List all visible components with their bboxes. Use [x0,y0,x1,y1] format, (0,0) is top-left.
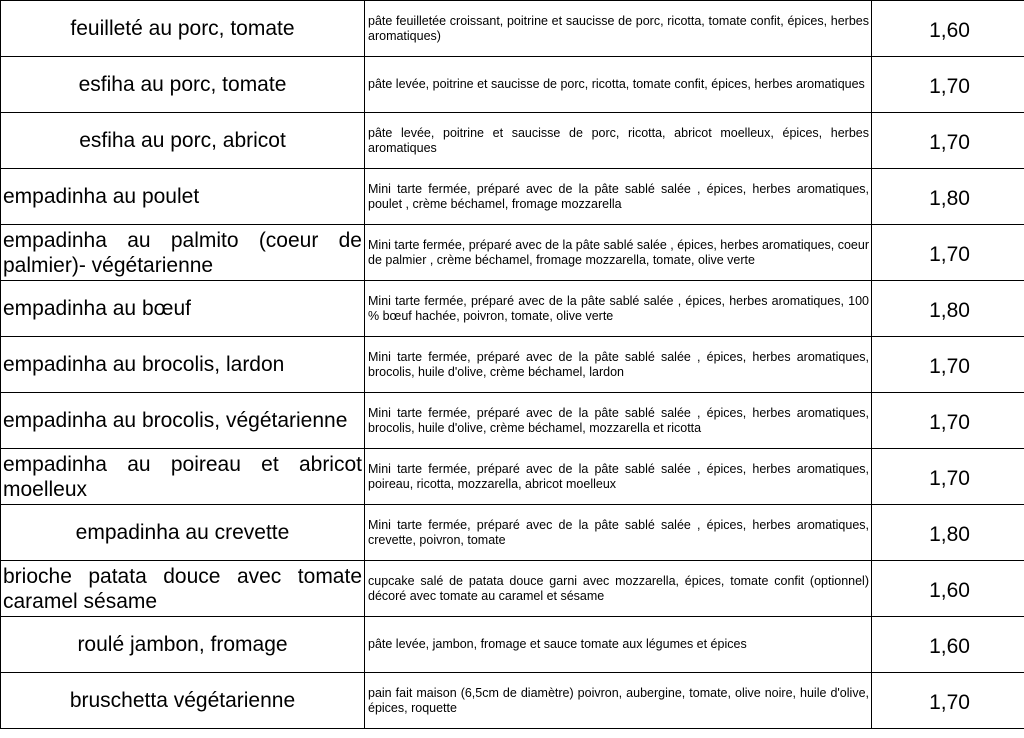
item-price: 1,70 [929,242,970,266]
item-price-cell [872,281,1024,337]
item-description-cell [365,225,872,281]
table-row [1,337,1024,393]
table-row [1,1,1024,57]
item-price: 1,80 [929,186,970,210]
item-description-cell [365,393,872,449]
item-name: roulé jambon, fromage [77,633,288,656]
item-description: pain fait maison (6,5cm de diamètre) poivron, aubergine, tomate, olive noire, huile d'olive, épices, roquette [368,685,869,715]
item-description-cell [365,281,872,337]
item-description: Mini tarte fermée, préparé avec de la pâte sablé salée , épices, herbes aromatiques, brocolis, huile d'olive, crème béchamel, lardon [368,349,869,379]
item-price-cell [872,449,1024,505]
item-description: pâte levée, jambon, fromage et sauce tomate aux légumes et épices [368,637,747,651]
item-name-cell [1,1,365,57]
item-description: Mini tarte fermée, préparé avec de la pâte sablé salée , épices, herbes aromatiques, crevette, poivron, tomate [368,517,869,547]
table-row [1,393,1024,449]
item-description: pâte feuilletée croissant, poitrine et saucisse de porc, ricotta, tomate confit, épices, herbes aromatiques) [368,13,869,43]
item-description-cell [365,505,872,561]
item-price-cell [872,393,1024,449]
item-price-cell [872,225,1024,281]
table-row [1,113,1024,169]
item-name-cell [1,505,365,561]
item-name-cell [1,281,365,337]
item-description-cell [365,337,872,393]
item-name: esfiha au porc, tomate [78,73,287,96]
item-name: feuilleté au porc, tomate [70,17,295,40]
item-description-cell [365,673,872,729]
item-name: empadinha au poulet [3,185,200,208]
table-row [1,617,1024,673]
item-price: 1,60 [929,18,970,42]
item-price: 1,70 [929,690,970,714]
item-description-cell [365,449,872,505]
item-name: empadinha au brocolis, lardon [3,353,285,376]
item-name: esfiha au porc, abricot [79,129,286,152]
item-price: 1,70 [929,74,970,98]
item-name: empadinha au poireau et abricot moelleux [3,452,362,501]
item-name-cell [1,561,365,617]
item-price: 1,80 [929,298,970,322]
item-name-cell [1,113,365,169]
item-price-cell [872,673,1024,729]
item-name-cell [1,337,365,393]
item-price: 1,70 [929,410,970,434]
item-price-cell [872,561,1024,617]
item-price: 1,80 [929,522,970,546]
item-name-cell [1,57,365,113]
item-description: Mini tarte fermée, préparé avec de la pâte sablé salée , épices, herbes aromatiques, poireau, ricotta, mozzarella, abricot moelleux [368,461,869,491]
item-price-cell [872,1,1024,57]
item-description-cell [365,113,872,169]
item-name: empadinha au palmito (coeur de palmier)- végétarienne [3,228,362,277]
item-name-cell [1,617,365,673]
item-description: pâte levée, poitrine et saucisse de porc, ricotta, abricot moelleux, épices, herbes aromatiques [368,125,869,155]
item-name: bruschetta végétarienne [69,689,296,712]
item-name-cell [1,673,365,729]
item-description-cell [365,57,872,113]
table-row [1,673,1024,729]
table-row [1,281,1024,337]
item-description: cupcake salé de patata douce garni avec mozzarella, épices, tomate confit (optionnel) décoré avec tomate au caramel et sésame [368,573,869,603]
item-description-cell [365,1,872,57]
item-price-cell [872,337,1024,393]
item-name: brioche patata douce avec tomate caramel sésame [3,564,362,613]
item-price-cell [872,617,1024,673]
item-price: 1,60 [929,578,970,602]
item-description-cell [365,617,872,673]
item-name-cell [1,449,365,505]
item-price: 1,70 [929,354,970,378]
item-name: empadinha au crevette [75,521,290,544]
item-description-cell [365,561,872,617]
table-row [1,169,1024,225]
item-name: empadinha au bœuf [3,297,191,320]
table-row [1,449,1024,505]
table-row [1,561,1024,617]
item-description: Mini tarte fermée, préparé avec de la pâte sablé salée , épices, herbes aromatiques, coeur de palmier , crème béchamel, fromage mozzarella, tomate, olive verte [368,237,869,267]
item-price-cell [872,113,1024,169]
item-name-cell [1,393,365,449]
item-name-cell [1,169,365,225]
table-row [1,57,1024,113]
item-description: pâte levée, poitrine et saucisse de porc, ricotta, tomate confit, épices, herbes aromatiques [368,77,865,91]
item-description-cell [365,169,872,225]
item-description: Mini tarte fermée, préparé avec de la pâte sablé salée , épices, herbes aromatiques, brocolis, huile d'olive, crème béchamel, mozzarella et ricotta [368,405,869,435]
table-row [1,225,1024,281]
item-description: Mini tarte fermée, préparé avec de la pâte sablé salée , épices, herbes aromatiques, poulet , crème béchamel, fromage mozzarella [368,181,869,211]
item-price-cell [872,505,1024,561]
item-price-cell [872,57,1024,113]
item-price: 1,70 [929,130,970,154]
item-price-cell [872,169,1024,225]
item-name: empadinha au brocolis, végétarienne [3,409,348,432]
item-price: 1,60 [929,634,970,658]
item-name-cell [1,225,365,281]
item-description: Mini tarte fermée, préparé avec de la pâte sablé salée , épices, herbes aromatiques, 100 % bœuf hachée, poivron, tomate, olive verte [368,293,869,323]
table-row [1,505,1024,561]
item-price: 1,70 [929,466,970,490]
